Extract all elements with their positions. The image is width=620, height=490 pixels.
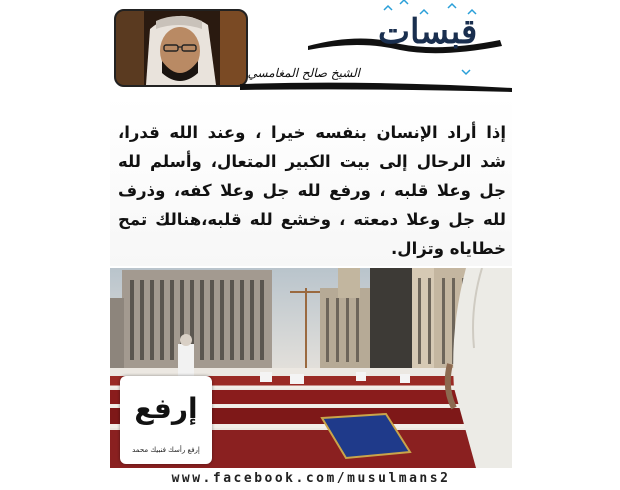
sheikh-name: الشيخ صالح المغامسي: [247, 66, 360, 80]
facebook-url[interactable]: www.facebook.com/musulmans2: [171, 471, 451, 486]
brand-title: قبسات: [378, 12, 478, 52]
post-card: [110, 0, 512, 490]
quote-panel: [110, 96, 512, 266]
logo-text: إرفع: [134, 392, 198, 425]
footer: [110, 470, 512, 490]
header: [110, 0, 512, 92]
logo-caption: إرفع رأسك فنبيك محمد: [132, 446, 200, 454]
quote-text: إذا أراد الإنسان بنفسه خيرا ، وعند الله قدرا، شد الرحال إلى بيت الكبير المتعال، وأسلم لله جل وعلا قلبه ، ورفع لله جل وعلا كفه، وذرف لله جل وعلا دمعته ، وخشع لله قلبه،هنالك تمح خطاياه وتزال.: [118, 123, 506, 258]
irfa-logo: [120, 376, 212, 464]
haram-photo: [110, 268, 512, 468]
